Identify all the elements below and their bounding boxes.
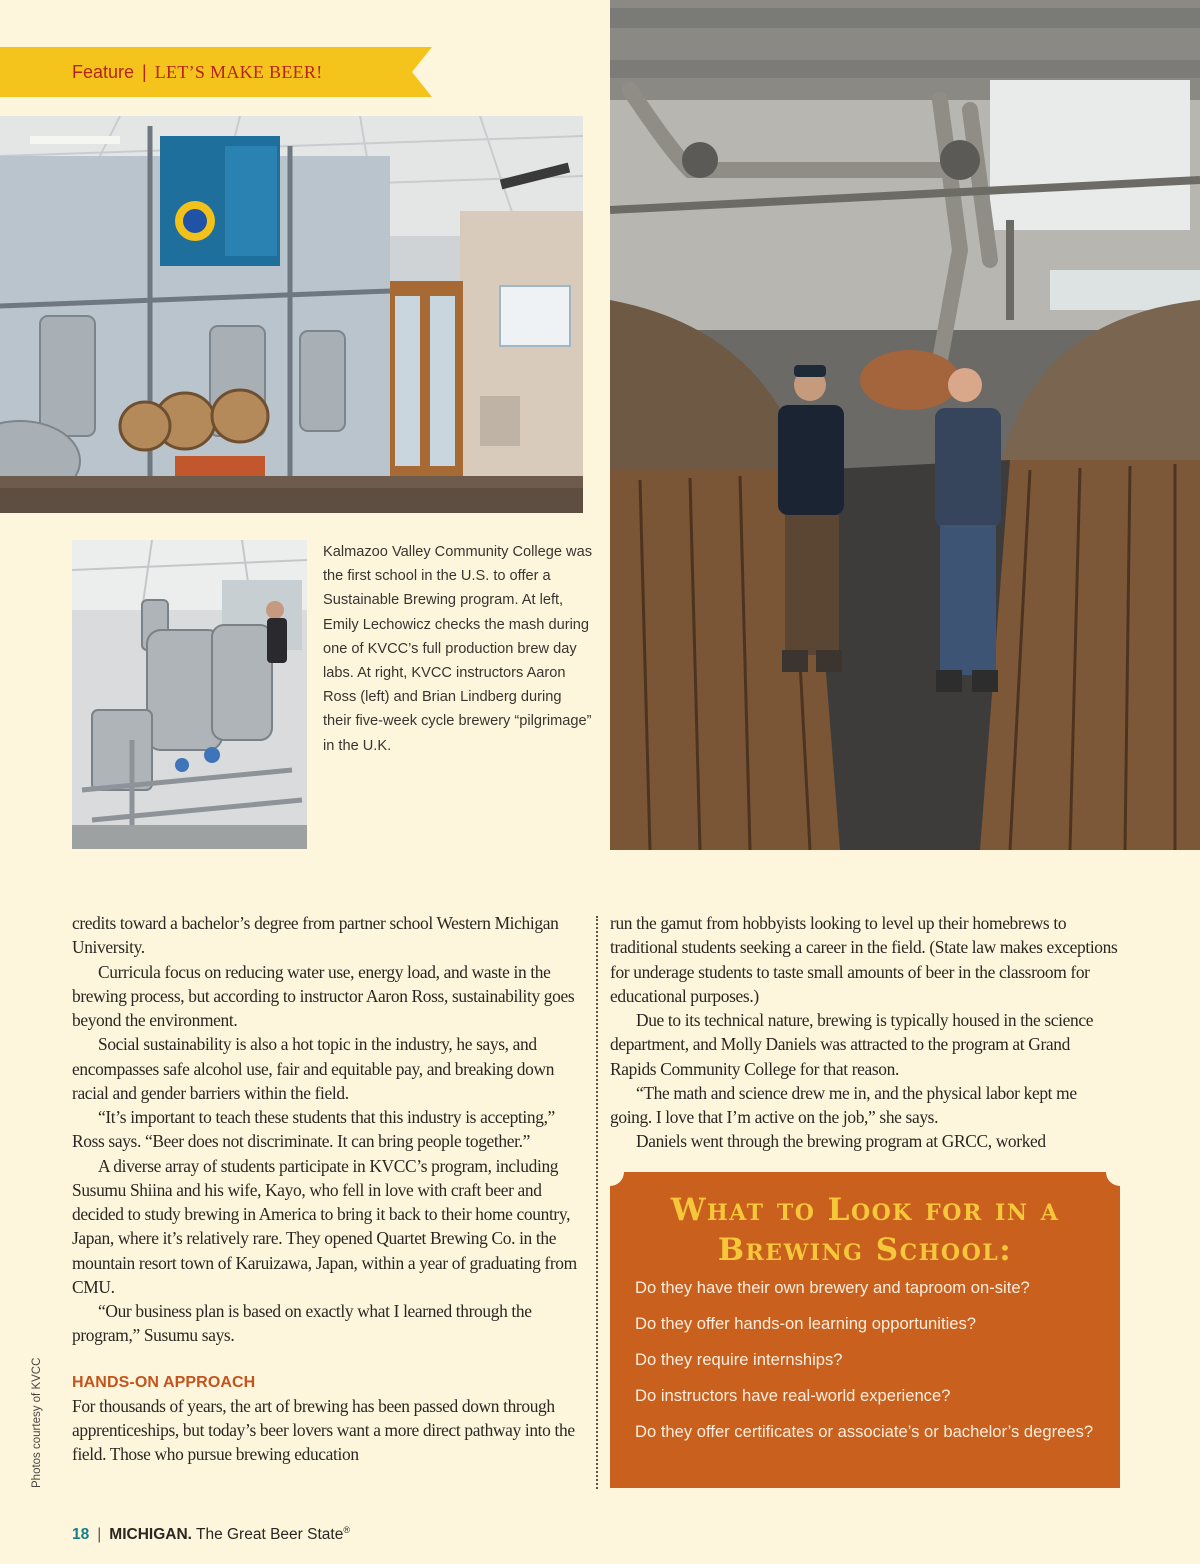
column-divider xyxy=(596,916,598,1489)
list-item: Do instructors have real-world experience? xyxy=(635,1386,951,1405)
paragraph: Daniels went through the brewing program at GRCC, worked xyxy=(636,1131,1046,1152)
page-footer xyxy=(72,1519,350,1544)
paragraph: Due to its technical nature, brewing is typically housed in the science department, and Molly Daniels was attracted to the program at Grand Rapids Community College for that reason. xyxy=(610,1010,1094,1079)
list-item: Do they offer certificates or associate’s or bachelor’s degrees? xyxy=(635,1422,1094,1441)
photo-caption: Kalmazoo Valley Community College was the first school in the U.S. to offer a Sustainable Brewing program. At left, Emily Lechowicz checks the mash during one of KVCC’s full production brew day labs. At right, KVCC instructors Aaron Ross (left) and Brian Lindberg during their five-week cycle brewery “pilgrimage” in the U.K. xyxy=(323,544,593,754)
magazine-tagline: The Great Beer State xyxy=(195,1526,344,1544)
paragraph: run the gamut from hobbyists looking to level up their homebrews to traditional students seeking a career in the field. (State law makes exceptions for underage students to taste small amounts of beer in the classroom for educational purposes.) xyxy=(610,913,1118,1006)
sidebar-title-line1: What to Look for in a xyxy=(670,1192,1060,1228)
instructors-ross-lindberg-brewery-photo xyxy=(610,0,1200,850)
feature-title: LET’S MAKE BEER! xyxy=(154,62,323,82)
list-item: Do they require internships? xyxy=(635,1350,843,1369)
photo-credit: Photos courtesy of KVCC xyxy=(31,1357,43,1488)
registered-mark: ® xyxy=(343,1525,350,1535)
brewing-school-checklist-box xyxy=(610,1172,1120,1488)
kvcc-brewing-lab-storefront-photo xyxy=(0,116,583,513)
mash-check-production-brew-photo xyxy=(72,540,307,849)
banner-label xyxy=(72,58,323,86)
sidebar-title xyxy=(610,1190,1120,1270)
section-label: Feature xyxy=(72,62,135,82)
paragraph: credits toward a bachelor’s degree from partner school Western Michigan University. xyxy=(72,913,559,958)
article-column-right xyxy=(610,911,1120,1154)
paragraph: “It’s important to teach these students that this industry is accepting,” Ross says. “Beer does not discriminate. It can bring people together.” xyxy=(72,1107,555,1152)
page-number: 18 xyxy=(72,1526,90,1544)
section-subhead: HANDS-ON APPROACH xyxy=(72,1373,256,1391)
checklist xyxy=(635,1276,1105,1456)
paragraph: Social sustainability is also a hot topic in the industry, he says, and encompasses safe alcohol use, fair and equitable pay, and breaking down racial and gender barriers within the field. xyxy=(72,1034,555,1103)
magazine-name: MICHIGAN. xyxy=(109,1526,192,1544)
article-column-left xyxy=(72,911,584,1466)
paragraph: For thousands of years, the art of brewing has been passed down through apprenticeships, but today’s beer lovers want a more direct pathway into the field. Those who pursue brewing education xyxy=(72,1395,575,1464)
paragraph: Curricula focus on reducing water use, energy load, and waste in the brewing process, but according to instructor Aaron Ross, sustainability goes beyond the environment. xyxy=(72,961,575,1030)
list-item: Do they offer hands-on learning opportunities? xyxy=(635,1314,977,1333)
list-item: Do they have their own brewery and taproom on-site? xyxy=(635,1278,1030,1297)
paragraph: “Our business plan is based on exactly what I learned through the program,” Susumu says. xyxy=(72,1301,532,1346)
banner-separator: | xyxy=(142,62,147,82)
footer-separator: | xyxy=(97,1526,102,1544)
paragraph: “The math and science drew me in, and the physical labor kept me going. I love that I’m active on the job,” she says. xyxy=(610,1082,1077,1127)
sidebar-title-line2: Brewing School: xyxy=(717,1232,1013,1268)
paragraph: A diverse array of students participate in KVCC’s program, including Susumu Shiina and his wife, Kayo, who fell in love with craft beer and decided to study brewing in America to bring it back to their home country, Japan, where it’s relatively rare. They opened Quartet Brewing Co. in the mountain resort town of Karuizawa, Japan, within a year of graduating from CMU. xyxy=(72,1155,577,1297)
